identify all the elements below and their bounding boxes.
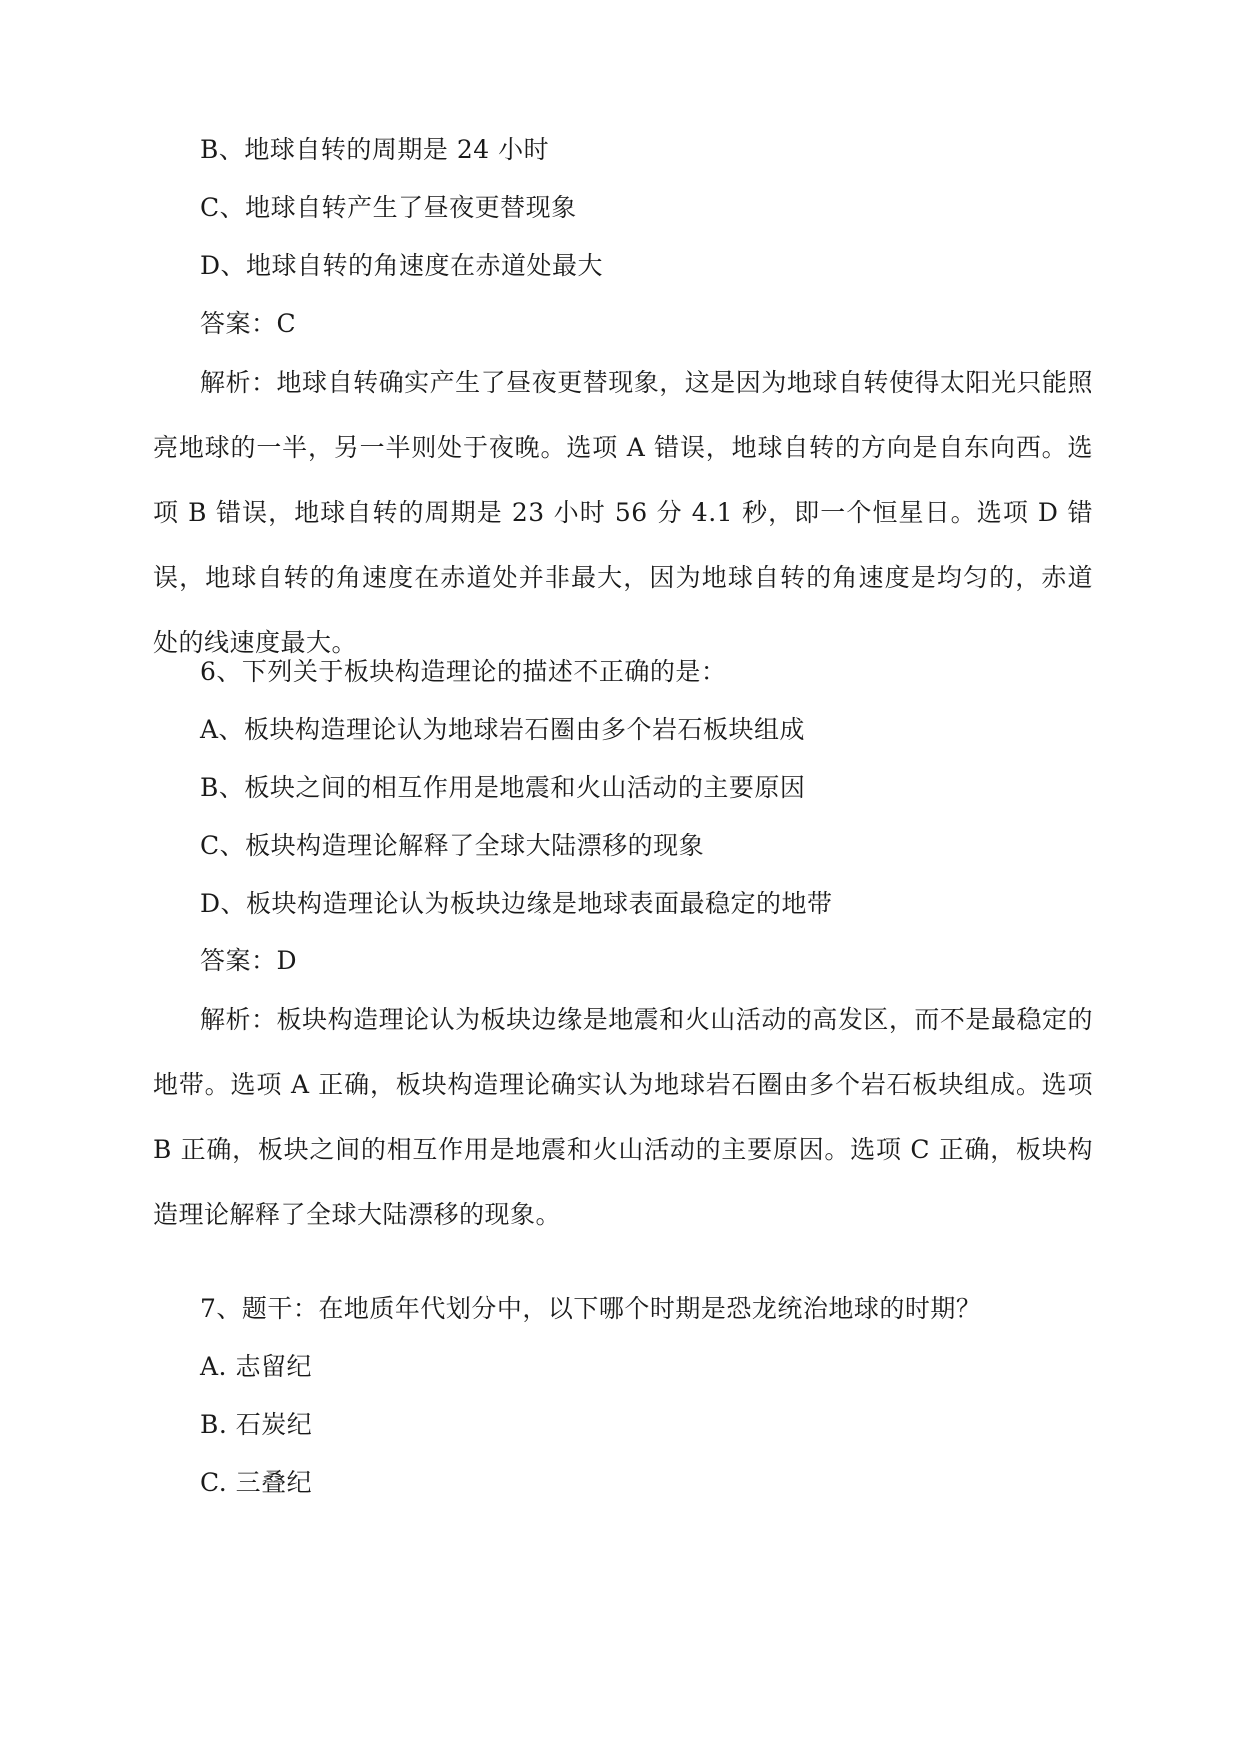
- q6-answer: 答案：D: [200, 946, 298, 975]
- q7-option-b: B. 石炭纪: [200, 1410, 313, 1439]
- q5-option-c: C、地球自转产生了昼夜更替现象: [200, 193, 577, 222]
- q5-analysis: 解析：地球自转确实产生了昼夜更替现象，这是因为地球自转使得太阳光只能照亮地球的一半，另一半则处于夜晚。选项 A 错误，地球自转的方向是自东向西。选项 B 错误，地球自转的周期是 23 小时 56 分 4.1 秒，即一个恒星日。选项 D 错误，地球自转的角速度在赤道处并非最大，因为地球自转的角速度是均匀的，赤道处的线速度最大。: [153, 368, 1093, 657]
- q7-option-c: C. 三叠纪: [200, 1468, 313, 1497]
- q7-option-a: A. 志留纪: [200, 1352, 312, 1381]
- q6-option-c: C、板块构造理论解释了全球大陆漂移的现象: [200, 831, 705, 860]
- q5-answer: 答案：C: [200, 309, 297, 338]
- q6-option-b: B、板块之间的相互作用是地震和火山活动的主要原因: [200, 773, 806, 802]
- q5-option-d: D、地球自转的角速度在赤道处最大: [200, 251, 604, 280]
- q6-option-a: A、板块构造理论认为地球岩石圈由多个岩石板块组成: [200, 715, 806, 744]
- q7-question: 7、题干：在地质年代划分中，以下哪个时期是恐龙统治地球的时期？: [200, 1294, 982, 1323]
- q6-analysis: 解析：板块构造理论认为板块边缘是地震和火山活动的高发区，而不是最稳定的地带。选项 A 正确，板块构造理论确实认为地球岩石圈由多个岩石板块组成。选项 B 正确，板块之间的相互作用是地震和火山活动的主要原因。选项 C 正确，板块构造理论解释了全球大陆漂移的现象。: [153, 1005, 1093, 1229]
- q6-option-d: D、板块构造理论认为板块边缘是地球表面最稳定的地带: [200, 889, 833, 918]
- q5-option-b: B、地球自转的周期是 24 小时: [200, 135, 550, 164]
- q6-question: 6、下列关于板块构造理论的描述不正确的是：: [200, 657, 727, 686]
